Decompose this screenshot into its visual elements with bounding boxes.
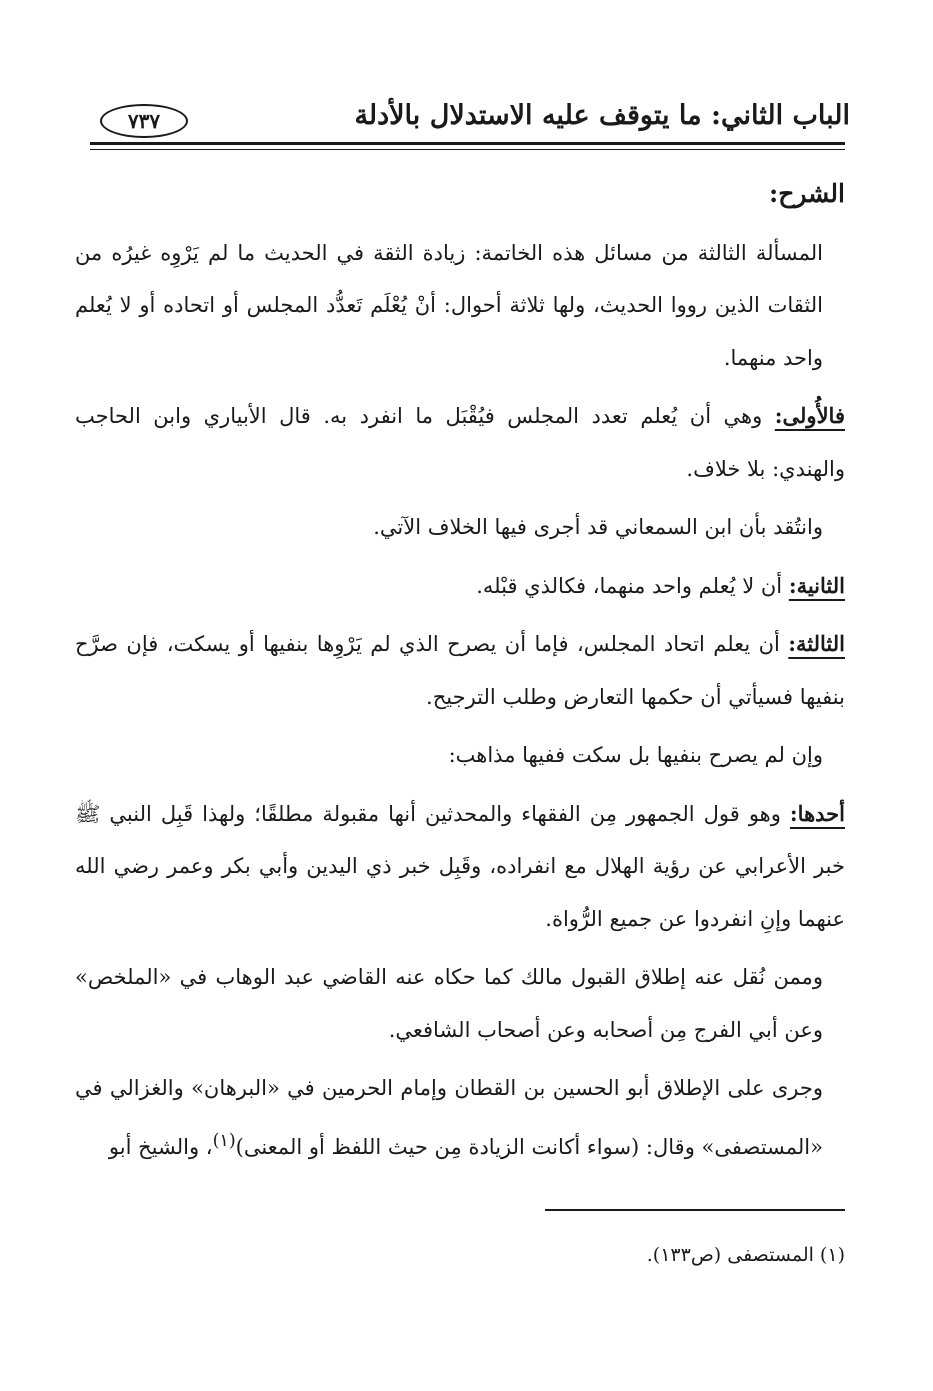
running-title: الباب الثاني: ما يتوقف عليه الاستدلال بالأدلة bbox=[354, 100, 850, 131]
paragraph-6: وإن لم يصرح بنفيها بل سكت ففيها مذاهب: bbox=[448, 743, 823, 767]
main-text bbox=[75, 168, 845, 1179]
page-header bbox=[82, 98, 850, 142]
paragraph-8: وممن نُقل عنه إطلاق القبول مالك كما حكاه عنه القاضي عبد الوهاب في «الملخص» وعن أبي الفرج مِن أصحابه وعن أصحاب الشافعي. bbox=[75, 965, 823, 1042]
paragraph-9-text: وجرى على الإطلاق أبو الحسين بن القطان وإمام الحرمين في «البرهان» والغزالي في «المستصفى» وقال: (سواء أكانت الزيادة مِن حيث اللفظ أو المعنى) bbox=[75, 1076, 823, 1159]
paragraph-2-lead: فالأُولى: bbox=[774, 403, 845, 428]
paragraph-5-text: أن يعلم اتحاد المجلس، فإما أن يصرح الذي لم يَرْوِها بنفيها أو يسكت، فإن صرَّح بنفيها فسيأتي أن حكمها التعارض وطلب الترجيح. bbox=[75, 632, 845, 709]
page-number: ٧٣٧ bbox=[100, 104, 188, 138]
footnote-separator bbox=[545, 1209, 845, 1211]
paragraph-7-lead: أحدها: bbox=[789, 800, 845, 826]
paragraph-3: وانتُقد بأن ابن السمعاني قد أجرى فيها الخلاف الآتي. bbox=[373, 515, 823, 539]
header-rule-thick bbox=[90, 142, 845, 145]
footnote-reference[interactable]: (١) bbox=[212, 1130, 236, 1151]
paragraph-9-tail: ، والشيخ أبو bbox=[108, 1134, 213, 1159]
paragraph-4-lead: الثانية: bbox=[788, 572, 845, 598]
paragraph-7 bbox=[75, 788, 845, 946]
paragraph-5-lead: الثالثة: bbox=[788, 631, 845, 656]
paragraph-4-text: أن لا يُعلم واحد منهما، فكالذي قبْله. bbox=[476, 573, 789, 598]
paragraph-2 bbox=[75, 390, 845, 495]
paragraph-2-text: وهي أن يُعلم تعدد المجلس فيُقْبَل ما انفرد به. قال الأبياري وابن الحاجب والهندي: بلا خلاف. bbox=[75, 404, 845, 481]
footnote: (١) المستصفى (ص١٣٣). bbox=[646, 1244, 845, 1266]
paragraph-4 bbox=[75, 560, 845, 613]
header-rule-thin bbox=[90, 149, 845, 150]
paragraph-7-text: وهو قول الجمهور مِن الفقهاء والمحدثين أنها مقبولة مطلقًا؛ ولهذا قَبِل النبي ﷺ خبر الأعرابي عن رؤية الهلال مع انفراده، وقَبِل خبر ذي اليدين وأبي بكر وعمر رضي الله عنهما وإنِ انفردوا عن جميع الرُّواة. bbox=[75, 801, 845, 931]
paragraph-5 bbox=[75, 618, 845, 723]
paragraph-1: المسألة الثالثة من مسائل هذه الخاتمة: زيادة الثقة في الحديث ما لم يَرْوِه غيرُه من الثقات الذين رووا الحديث، ولها ثلاثة أحوال: أنْ يُعْلَم تَعدُّد المجلس أو اتحاده أو لا يُعلم واحد منهما. bbox=[75, 240, 823, 370]
section-heading: الشرح: bbox=[768, 179, 845, 208]
paragraph-9 bbox=[75, 1062, 845, 1173]
